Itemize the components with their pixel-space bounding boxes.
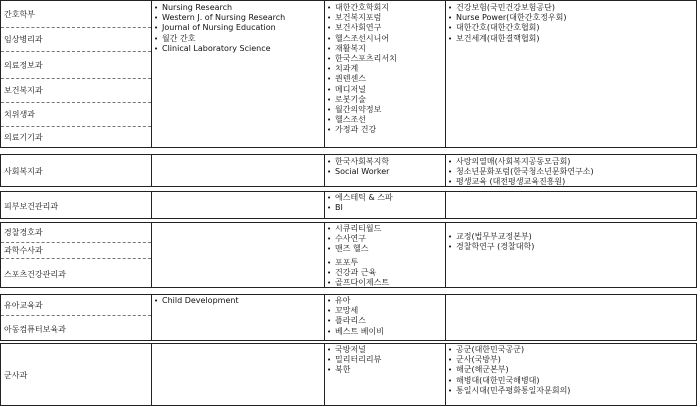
department-group: [0, 0, 697, 148]
bullet-icon: •: [448, 158, 453, 166]
magazine-title: 로봇기술: [335, 94, 366, 104]
newsletter-title: Nurse Power(대한간호정우회): [456, 13, 567, 23]
newsletter-title: 청소년문화포럼(한국청소년문화연구소): [456, 167, 594, 177]
magazine-item: [325, 234, 445, 244]
magazine-title: 에스테틱 & 스파: [335, 193, 393, 202]
magazine-item: [325, 95, 445, 105]
magazine-item: [325, 244, 445, 254]
magazine-title: 국방저널: [335, 345, 366, 354]
journal-title: Child Development: [162, 296, 239, 305]
bullet-icon: •: [327, 95, 332, 104]
department-name: 아동컴퓨터보육과: [4, 324, 66, 334]
magazine-item: [325, 3, 445, 13]
journal-item: [152, 44, 324, 54]
magazine-item: [325, 125, 445, 135]
newsletter-item: [446, 355, 696, 365]
magazine-item: [325, 193, 445, 203]
magazine-item: [325, 13, 445, 23]
magazine-item: [325, 258, 445, 268]
bullet-icon: •: [327, 54, 332, 63]
magazine-title: 플라리스: [335, 316, 366, 326]
newsletter-title: 평생교육 (대전평생교육진흥원): [456, 177, 566, 186]
newsletter-title: 해군(해군본부): [456, 365, 509, 375]
magazine-item: [325, 296, 445, 306]
bullet-icon: •: [448, 168, 453, 177]
newsletter-item: [446, 376, 696, 386]
newsletter-item: [446, 3, 696, 13]
department-name: 사회복지과: [4, 167, 43, 176]
foreign-journal-column: [152, 295, 324, 340]
bullet-icon: •: [327, 346, 332, 354]
bullet-icon: •: [327, 366, 332, 375]
bullet-icon: •: [448, 386, 453, 395]
magazine-item: [325, 44, 445, 54]
bullet-icon: •: [327, 24, 332, 33]
department-name: 치위생과: [1, 103, 151, 127]
domestic-magazine-column: [325, 295, 445, 340]
newsletter-title: 군사(국방부): [456, 355, 501, 365]
magazine-item: [325, 64, 445, 74]
magazine-title: 메디저널: [335, 84, 366, 94]
journal-title: Western J. of Nursing Research: [162, 13, 286, 23]
bullet-icon: •: [327, 204, 332, 213]
foreign-journal-column: [152, 223, 324, 287]
magazine-title: 한국사회복지학: [335, 157, 390, 166]
journal-title: Clinical Laboratory Science: [162, 43, 271, 53]
foreign-journal-column: [152, 1, 324, 147]
department-name: 피부보건관리과: [4, 201, 59, 211]
department-name: 군사과: [4, 371, 28, 380]
bullet-icon: •: [327, 235, 332, 244]
journal-item: [152, 34, 324, 44]
magazine-title: 포포투: [335, 257, 359, 267]
magazine-item: [325, 167, 445, 177]
magazine-item: [325, 157, 445, 167]
journal-item: [152, 3, 324, 13]
newsletter-item: [446, 365, 696, 375]
domestic-magazine-column: [325, 192, 445, 218]
magazine-title: 헬스조선시니어: [335, 33, 390, 43]
newsletter-title: 해병대(대한민국해병대): [456, 375, 540, 385]
bullet-icon: •: [448, 346, 453, 354]
department-name: 보건복지과: [1, 79, 151, 103]
magazine-title: 보건복지포럼: [335, 13, 382, 23]
newsletter-title: 보건세계(대한결핵협회): [456, 33, 540, 43]
department-group: [0, 191, 697, 219]
bullet-icon: •: [448, 243, 453, 252]
bullet-icon: •: [327, 307, 332, 316]
bullet-icon: •: [327, 14, 332, 23]
newsletter-item: [446, 13, 696, 23]
magazine-title: 수사연구: [335, 234, 366, 244]
magazine-title: 베스트 베이비: [335, 326, 384, 336]
bullet-icon: •: [327, 116, 332, 125]
magazine-item: [325, 365, 445, 375]
magazine-item: [325, 316, 445, 326]
magazine-title: 골프다이제스트: [335, 277, 390, 287]
newsletter-column: [446, 344, 696, 405]
bullet-icon: •: [448, 4, 453, 12]
bullet-icon: •: [154, 297, 159, 305]
department-name: 과학수사과: [1, 243, 151, 259]
bullet-icon: •: [327, 75, 332, 84]
department-group: [0, 154, 697, 187]
magazine-title: 가정과 건강: [335, 125, 377, 135]
newsletter-item: [446, 232, 696, 242]
magazine-item: [325, 224, 445, 234]
magazine-item: [325, 34, 445, 44]
magazine-title: 대한간호학회지: [335, 3, 390, 12]
bullet-icon: •: [448, 178, 453, 186]
bullet-icon: •: [327, 225, 332, 233]
bullet-icon: •: [154, 24, 159, 33]
magazine-title: 유아: [335, 296, 351, 305]
magazine-title: 꼬망세: [335, 306, 359, 316]
magazine-item: [325, 74, 445, 84]
bullet-icon: •: [448, 34, 453, 43]
bullet-icon: •: [327, 268, 332, 277]
newsletter-item: [446, 242, 696, 252]
bullet-icon: •: [448, 14, 453, 23]
magazine-item: [325, 85, 445, 95]
bullet-icon: •: [448, 366, 453, 375]
bullet-icon: •: [327, 105, 332, 114]
bullet-icon: •: [154, 44, 159, 53]
journal-title: Nursing Research: [162, 3, 233, 12]
bullet-icon: •: [448, 376, 453, 385]
magazine-item: [325, 306, 445, 316]
department-name: 스포츠건강관리과: [4, 269, 66, 279]
magazine-title: 시큐리티월드: [335, 224, 382, 233]
newsletter-title: 대한간호(대한간호협회): [456, 23, 540, 33]
magazine-item: [325, 268, 445, 278]
newsletter-title: 교정(법무부교정본부): [456, 232, 532, 241]
magazine-title: 한국스포츠리서치: [335, 53, 397, 63]
magazine-item: [325, 203, 445, 213]
magazine-item: [325, 23, 445, 33]
magazine-item: [325, 54, 445, 64]
bullet-icon: •: [327, 158, 332, 166]
journal-item: [152, 13, 324, 23]
newsletter-column: [446, 295, 696, 340]
magazine-title: 북한: [335, 365, 351, 375]
magazine-item: [325, 355, 445, 365]
bullet-icon: •: [327, 65, 332, 74]
magazine-item: [325, 105, 445, 115]
newsletter-column: [446, 1, 696, 147]
magazine-title: 치과계: [335, 64, 359, 74]
journal-item: [152, 296, 324, 306]
bullet-icon: •: [327, 4, 332, 12]
newsletter-item: [446, 167, 696, 177]
newsletter-item: [446, 157, 696, 167]
bullet-icon: •: [327, 297, 332, 305]
department-name: 의료정보과: [1, 52, 151, 79]
magazine-title: 재활복지: [335, 43, 366, 53]
newsletter-item: [446, 345, 696, 355]
domestic-magazine-column: [325, 223, 445, 287]
magazine-item: [325, 278, 445, 287]
department-group: [0, 294, 697, 341]
magazine-title: BI: [335, 203, 343, 213]
newsletter-item: [446, 23, 696, 33]
bullet-icon: •: [448, 24, 453, 33]
foreign-journal-column: [152, 155, 324, 186]
magazine-title: 헬스조선: [335, 115, 366, 125]
department-name: 의료기기과: [4, 133, 43, 142]
bullet-icon: •: [327, 317, 332, 326]
newsletter-title: 사랑의열매(사회복지공동모금회): [456, 157, 571, 166]
department-group: [0, 343, 697, 406]
department-group: [0, 222, 697, 288]
bullet-icon: •: [327, 168, 332, 177]
department-name: 임상병리과: [1, 28, 151, 52]
newsletter-title: 건강보험(국민건강보험공단): [456, 3, 555, 12]
newsletter-title: 공군(대한민국공군): [456, 345, 525, 354]
bullet-icon: •: [327, 278, 332, 287]
department-name: 간호학부: [1, 1, 151, 28]
newsletter-item: [446, 177, 696, 186]
magazine-item: [325, 327, 445, 337]
foreign-journal-column: [152, 192, 324, 218]
magazine-title: 밀리터리리뷰: [335, 355, 382, 365]
newsletter-title: 경찰학연구 (경찰대학): [456, 242, 535, 252]
bullet-icon: •: [327, 34, 332, 43]
department-name: 경찰경호과: [1, 223, 151, 243]
bullet-icon: •: [327, 245, 332, 254]
journal-title: Journal of Nursing Education: [162, 23, 276, 33]
newsletter-item: [446, 34, 696, 44]
magazine-title: Social Worker: [335, 167, 390, 177]
bullet-icon: •: [327, 194, 332, 202]
magazine-title: 건강과 근육: [335, 267, 377, 277]
bullet-icon: •: [327, 327, 332, 336]
newsletter-column: [446, 192, 696, 218]
bullet-icon: •: [327, 44, 332, 53]
domestic-magazine-column: [325, 155, 445, 186]
bullet-icon: •: [327, 258, 332, 267]
bullet-icon: •: [154, 4, 159, 12]
newsletter-title: 통일시대(민주평화통일자문회의): [456, 385, 571, 395]
newsletter-column: [446, 223, 696, 287]
magazine-title: 퀀텐센스: [335, 74, 366, 84]
newsletter-column: [446, 155, 696, 186]
bullet-icon: •: [327, 126, 332, 135]
bullet-icon: •: [448, 356, 453, 365]
magazine-item: [325, 345, 445, 355]
magazine-title: 맨즈 헬스: [335, 244, 369, 254]
department-name: 유아교육과: [1, 295, 151, 316]
foreign-journal-column: [152, 344, 324, 405]
magazine-title: 보건사회연구: [335, 23, 382, 33]
magazine-item: [325, 115, 445, 125]
bullet-icon: •: [327, 356, 332, 365]
journal-title: 월간 간호: [162, 33, 196, 43]
bullet-icon: •: [154, 14, 159, 23]
bullet-icon: •: [448, 233, 453, 241]
journal-item: [152, 23, 324, 33]
bullet-icon: •: [154, 34, 159, 43]
domestic-magazine-column: [325, 1, 445, 147]
magazine-title: 월간의약정보: [335, 104, 382, 114]
domestic-magazine-column: [325, 344, 445, 405]
newsletter-item: [446, 386, 696, 396]
bullet-icon: •: [327, 85, 332, 94]
